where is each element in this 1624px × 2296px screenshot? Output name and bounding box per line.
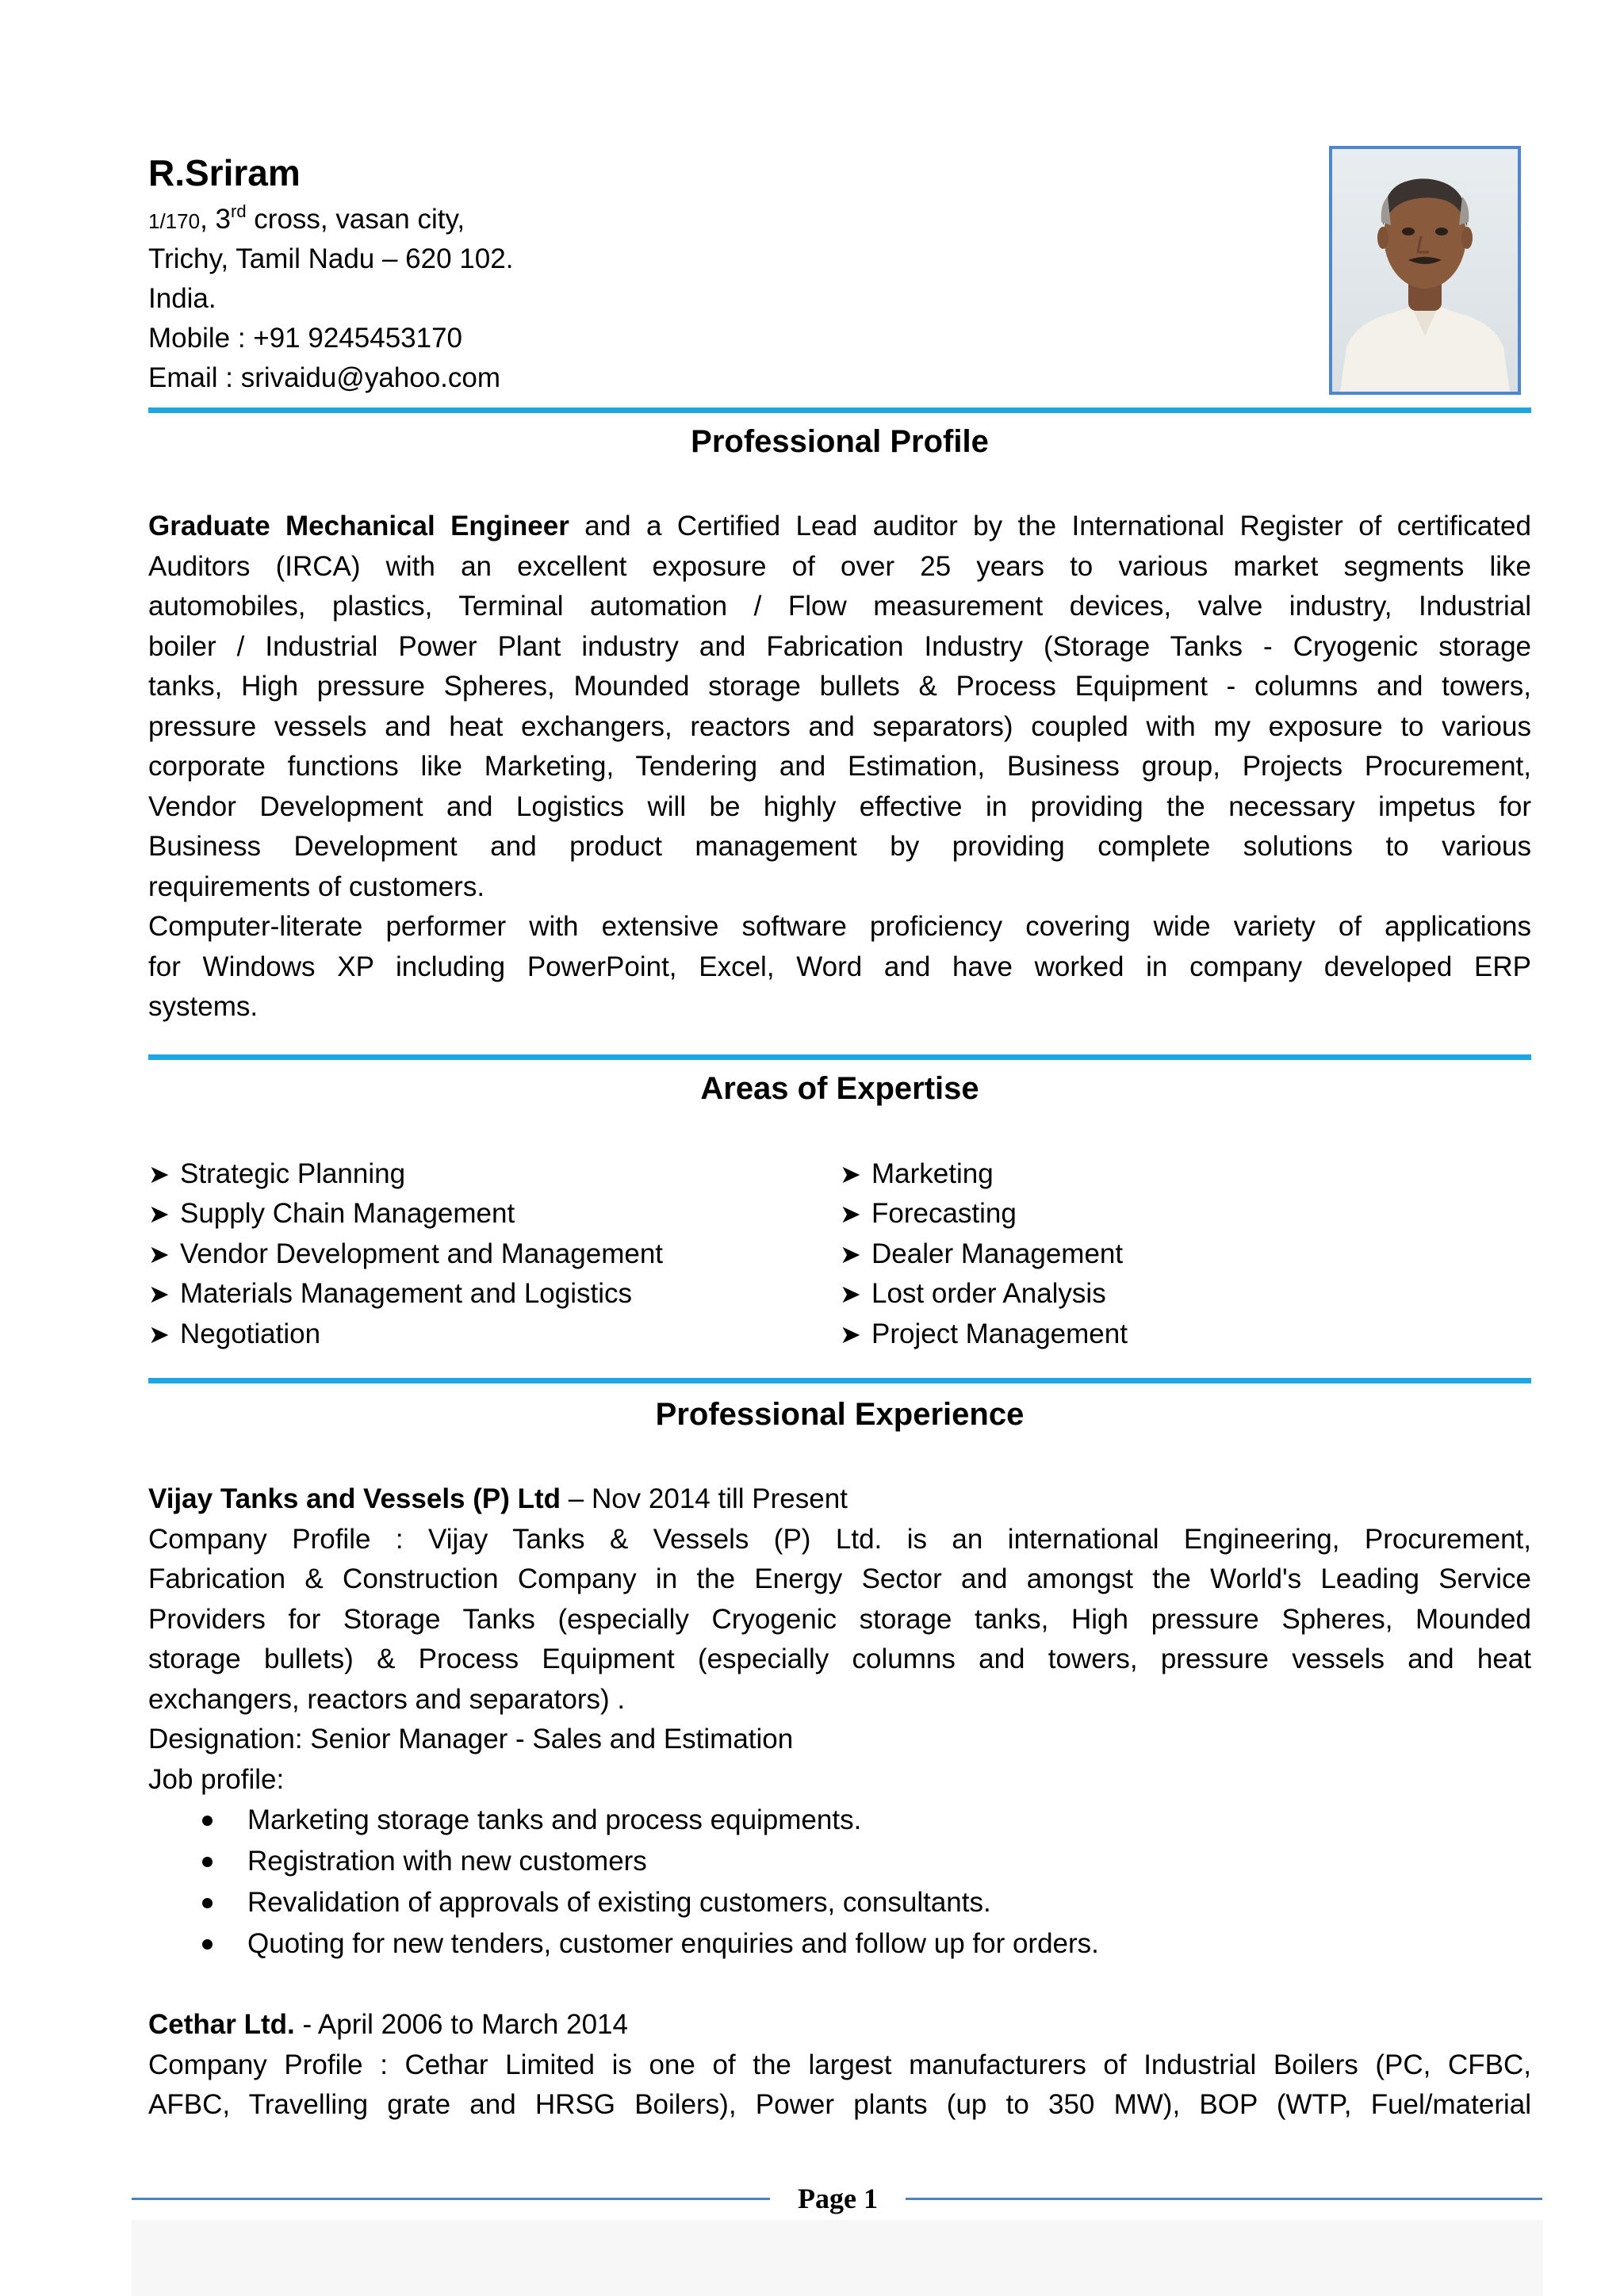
expertise-item: ➤ Negotiation bbox=[148, 1314, 320, 1355]
arrow-bullet-icon: ➤ bbox=[840, 1240, 861, 1269]
duty-item: Registration with new customers bbox=[148, 1841, 1531, 1882]
company-profile-line: Providers for Storage Tanks (especially Cryogenic storage tanks, High pressure Spheres, Mounded bbox=[148, 1603, 1531, 1635]
profile-line: boiler / Industrial Power Plant industry and Fabrication Industry (Storage Tanks - Cryogenic storage bbox=[148, 630, 1531, 662]
profile-line: corporate functions like Marketing, Tendering and Estimation, Business group, Projects Procurement, bbox=[148, 751, 1531, 782]
email-address: Email : srivaidu@yahoo.com bbox=[148, 362, 501, 393]
job-profile-label: Job profile: bbox=[148, 1763, 285, 1795]
profile-line: Vendor Development and Logistics will be highly effective in providing the necessary impetus for bbox=[148, 790, 1531, 822]
arrow-bullet-icon: ➤ bbox=[840, 1280, 861, 1308]
company-profile-line: AFBC, Travelling grate and HRSG Boilers), Power plants (up to 350 MW), BOP (WTP, Fuel/material bbox=[148, 2089, 1531, 2120]
job-entry-cethar bbox=[148, 2005, 1531, 2126]
expertise-item: ➤ Supply Chain Management bbox=[148, 1194, 515, 1234]
candidate-name: R.Sriram bbox=[148, 152, 301, 193]
arrow-bullet-icon: ➤ bbox=[148, 1240, 170, 1269]
profile-line: requirements of customers. bbox=[148, 871, 485, 902]
expertise-item: ➤ Lost order Analysis bbox=[840, 1274, 1106, 1314]
company-profile-line: exchangers, reactors and separators) . bbox=[148, 1683, 626, 1715]
mobile-number: Mobile : +91 9245453170 bbox=[148, 323, 463, 354]
company-profile-line: Company Profile : Cethar Limited is one of the largest manufacturers of Industrial Boilers (PC, CFBC, bbox=[148, 2049, 1531, 2080]
company-profile-line: storage bullets) & Process Equipment (especially columns and towers, pressure vessels and heat bbox=[148, 1644, 1531, 1674]
job-heading: Vijay Tanks and Vessels (P) Ltd – Nov 2014 till Present bbox=[148, 1483, 848, 1514]
footer-rule-right bbox=[906, 2198, 1542, 2200]
company-profile-line: Fabrication & Construction Company in the Energy Sector and amongst the World's Leading Service bbox=[148, 1563, 1531, 1594]
profile-line: systems. bbox=[148, 991, 259, 1022]
address-line-2: Trichy, Tamil Nadu – 620 102. bbox=[148, 243, 514, 274]
expertise-item: ➤ Dealer Management bbox=[840, 1234, 1123, 1275]
job-entry-vijay-tanks bbox=[148, 1479, 1531, 1965]
section-title-experience: Professional Experience bbox=[655, 1397, 1025, 1432]
expertise-item: ➤ Strategic Planning bbox=[148, 1154, 405, 1195]
profile-line: Computer-literate performer with extensive software proficiency covering wide variety of applications bbox=[148, 911, 1531, 942]
portrait-image bbox=[1332, 149, 1518, 392]
profile-line: Graduate Mechanical Engineer and a Certified Lead auditor by the International Register of certificated bbox=[148, 511, 1531, 541]
section-title-expertise: Areas of Expertise bbox=[700, 1071, 979, 1106]
footer-rule-left bbox=[132, 2198, 770, 2200]
company-profile-line: Company Profile : Vijay Tanks & Vessels (P) Ltd. is an international Engineering, Procurement, bbox=[148, 1523, 1531, 1555]
expertise-item: ➤ Marketing bbox=[840, 1154, 994, 1195]
profile-line: automobiles, plastics, Terminal automation / Flow measurement devices, valve industry, Industrial bbox=[148, 591, 1531, 622]
bullet-icon bbox=[202, 1857, 213, 1867]
address-line-1: 1/170, 3rd cross, vasan city, bbox=[148, 201, 465, 235]
footer-area bbox=[132, 2220, 1543, 2296]
arrow-bullet-icon: ➤ bbox=[148, 1200, 170, 1228]
arrow-bullet-icon: ➤ bbox=[840, 1160, 861, 1188]
arrow-bullet-icon: ➤ bbox=[148, 1160, 170, 1188]
bullet-icon bbox=[202, 1898, 213, 1908]
arrow-bullet-icon: ➤ bbox=[840, 1320, 861, 1349]
profile-line: Business Development and product management by providing complete solutions to various bbox=[148, 831, 1531, 862]
arrow-bullet-icon: ➤ bbox=[148, 1320, 170, 1349]
section-divider bbox=[148, 1054, 1531, 1060]
designation: Designation: Senior Manager - Sales and Estimation bbox=[148, 1724, 794, 1755]
expertise-item: ➤ Materials Management and Logistics bbox=[148, 1274, 632, 1314]
expertise-item: ➤ Project Management bbox=[840, 1314, 1128, 1355]
profile-line: pressure vessels and heat exchangers, reactors and separators) coupled with my exposure to various bbox=[148, 710, 1531, 742]
arrow-bullet-icon: ➤ bbox=[840, 1200, 861, 1228]
arrow-bullet-icon: ➤ bbox=[148, 1280, 170, 1308]
bullet-icon bbox=[202, 1939, 213, 1950]
address-line-3: India. bbox=[148, 283, 216, 314]
section-divider bbox=[148, 1378, 1531, 1383]
page-number: Page 1 bbox=[798, 2183, 878, 2214]
duty-item: Revalidation of approvals of existing customers, consultants. bbox=[148, 1882, 1531, 1923]
duty-item: Quoting for new tenders, customer enquiries and follow up for orders. bbox=[148, 1923, 1531, 1965]
profile-paragraph bbox=[148, 507, 1531, 1027]
contact-block bbox=[148, 200, 513, 398]
job-heading: Cethar Ltd. - April 2006 to March 2014 bbox=[148, 2009, 628, 2040]
profile-line: for Windows XP including PowerPoint, Excel, Word and have worked in company developed ERP bbox=[148, 951, 1531, 982]
profile-photo bbox=[1329, 146, 1521, 395]
expertise-item: ➤ Forecasting bbox=[840, 1194, 1017, 1234]
profile-line: tanks, High pressure Spheres, Mounded storage bullets & Process Equipment - columns and towers, bbox=[148, 671, 1531, 702]
section-divider bbox=[148, 408, 1531, 413]
profile-line: Auditors (IRCA) with an excellent exposure of over 25 years to various market segments like bbox=[148, 550, 1531, 582]
bullet-icon bbox=[202, 1816, 213, 1826]
expertise-item: ➤ Vendor Development and Management bbox=[148, 1234, 663, 1275]
duty-item: Marketing storage tanks and process equipments. bbox=[148, 1800, 1531, 1841]
section-title-profile: Professional Profile bbox=[691, 424, 989, 459]
